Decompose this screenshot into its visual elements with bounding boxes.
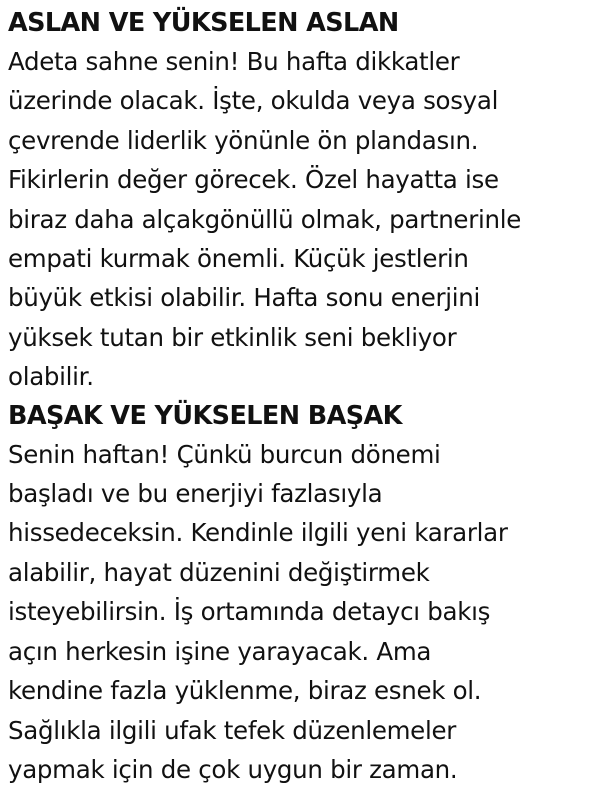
body-line: Fikirlerin değer görecek. Özel hayatta ise	[8, 165, 499, 195]
body-line: yapmak için de çok uygun bir zaman.	[8, 754, 458, 784]
section-basak	[8, 397, 594, 790]
body-line: olabilir.	[8, 362, 94, 392]
body-line: alabilir, hayat düzenini değiştirmek	[8, 557, 430, 587]
body-line: Sağlıkla ilgili ufak tefek düzenlemeler	[8, 715, 457, 745]
body-line: Senin haftan! Çünkü burcun dönemi	[8, 439, 441, 469]
body-line: isteyebilirsin. İş ortamında detaycı bakış	[8, 597, 491, 627]
body-line: hissedeceksin. Kendinle ilgili yeni kararlar	[8, 518, 508, 548]
body-line: Adeta sahne senin! Bu hafta dikkatler	[8, 47, 460, 76]
body-line: empati kurmak önemli. Küçük jestlerin	[8, 244, 469, 274]
body-line: üzerinde olacak. İşte, okulda veya sosyal	[8, 86, 499, 116]
section-aslan	[8, 4, 594, 397]
body-line: biraz daha alçakgönüllü olmak, partnerinle	[8, 204, 521, 234]
section-title-aslan: ASLAN VE YÜKSELEN ASLAN	[8, 8, 399, 38]
body-line: açın herkesin işine yarayacak. Ama	[8, 636, 432, 666]
body-line: çevrende liderlik yönünle ön plandasın.	[8, 125, 479, 155]
body-line: büyük etkisi olabilir. Hafta sonu enerjini	[8, 283, 481, 313]
body-line: başladı ve bu enerjiyi fazlasıyla	[8, 479, 383, 509]
body-line: kendine fazla yüklenme, biraz esnek ol.	[8, 676, 482, 706]
section-body-basak	[8, 435, 594, 790]
section-title-basak: BAŞAK VE YÜKSELEN BAŞAK	[8, 400, 402, 431]
section-body-aslan	[8, 42, 594, 397]
body-line: yüksek tutan bir etkinlik seni bekliyor	[8, 322, 457, 352]
